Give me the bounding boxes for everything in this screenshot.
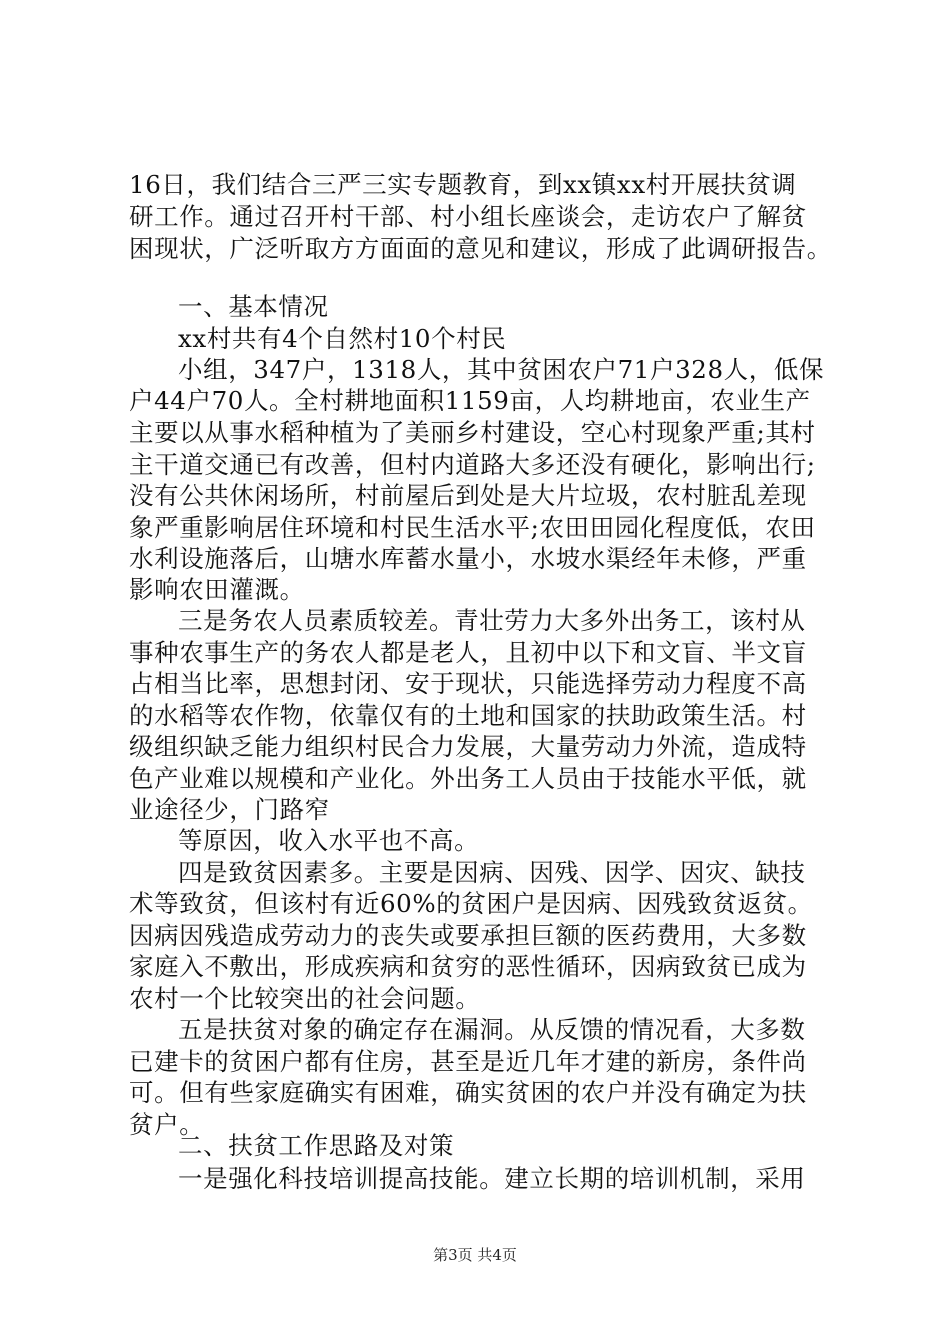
- body-line: 小组，347户，1318人，其中贫困农户71户328人，低保: [178, 355, 825, 384]
- body-line: 主要以从事水稻种植为了美丽乡村建设，空心村现象严重;其村: [129, 418, 816, 447]
- body-line: 16日，我们结合三严三实专题教育，到xx镇xx村开展扶贫调: [129, 170, 797, 199]
- page-footer: 第3页 共4页: [433, 1246, 517, 1264]
- body-line: 贫户。: [129, 1110, 205, 1139]
- section-heading: 一、基本情况: [178, 292, 329, 321]
- body-line: 可。但有些家庭确实有困难，确实贫困的农户并没有确定为扶: [129, 1078, 807, 1107]
- body-line: 色产业难以规模和产业化。外出务工人员由于技能水平低，就: [129, 764, 807, 793]
- body-line: 的水稻等农作物，依靠仅有的土地和国家的扶助政策生活。村: [129, 701, 807, 730]
- body-line: 因病因残造成劳动力的丧失或要承担巨额的医药费用，大多数: [129, 921, 807, 950]
- body-line: 事种农事生产的务农人都是老人，且初中以下和文盲、半文盲: [129, 638, 807, 667]
- body-line: 影响农田灌溉。: [129, 575, 305, 604]
- body-line: 占相当比率，思想封闭、安于现状，只能选择劳动力程度不高: [129, 669, 807, 698]
- body-line: 术等致贫，但该村有近60%的贫困户是因病、因残致贫返贫。: [129, 889, 813, 918]
- body-line: 家庭入不敷出，形成疾病和贫穷的恶性循环，因病致贫已成为: [129, 952, 807, 981]
- body-line: xx村共有4个自然村10个村民: [178, 324, 507, 353]
- body-line: 户44户70人。全村耕地面积1159亩，人均耕地亩，农业生产: [129, 386, 811, 415]
- body-line: 已建卡的贫困户都有住房，甚至是近几年才建的新房，条件尚: [129, 1047, 807, 1076]
- body-line: 四是致贫因素多。主要是因病、因残、因学、因灾、缺技: [178, 858, 806, 887]
- body-line: 没有公共休闲场所，村前屋后到处是大片垃圾，农村脏乱差现: [129, 481, 807, 510]
- body-line: 业途径少，门路窄: [129, 795, 330, 824]
- body-line: 水利设施落后，山塘水库蓄水量小，水坡水渠经年未修，严重: [129, 544, 807, 573]
- body-line: 象严重影响居住环境和村民生活水平;农田田园化程度低，农田: [129, 513, 816, 542]
- body-line: 级组织缺乏能力组织村民合力发展，大量劳动力外流，造成特: [129, 732, 807, 761]
- body-line: 农村一个比较突出的社会问题。: [129, 984, 481, 1013]
- body-line: 五是扶贫对象的确定存在漏洞。从反馈的情况看，大多数: [178, 1015, 806, 1044]
- body-line: 一是强化科技培训提高技能。建立长期的培训机制，采用: [178, 1164, 806, 1193]
- body-line: 主干道交通已有改善，但村内道路大多还没有硬化，影响出行;: [129, 450, 816, 479]
- body-line: 困现状，广泛听取方方面面的意见和建议，形成了此调研报告。: [129, 234, 832, 263]
- section-heading: 二、扶贫工作思路及对策: [178, 1131, 455, 1160]
- body-line: 三是务农人员素质较差。青壮劳力大多外出务工，该村从: [178, 606, 806, 635]
- body-line: 研工作。通过召开村干部、村小组长座谈会，走访农户了解贫: [129, 202, 807, 231]
- body-line: 等原因，收入水平也不高。: [178, 826, 480, 855]
